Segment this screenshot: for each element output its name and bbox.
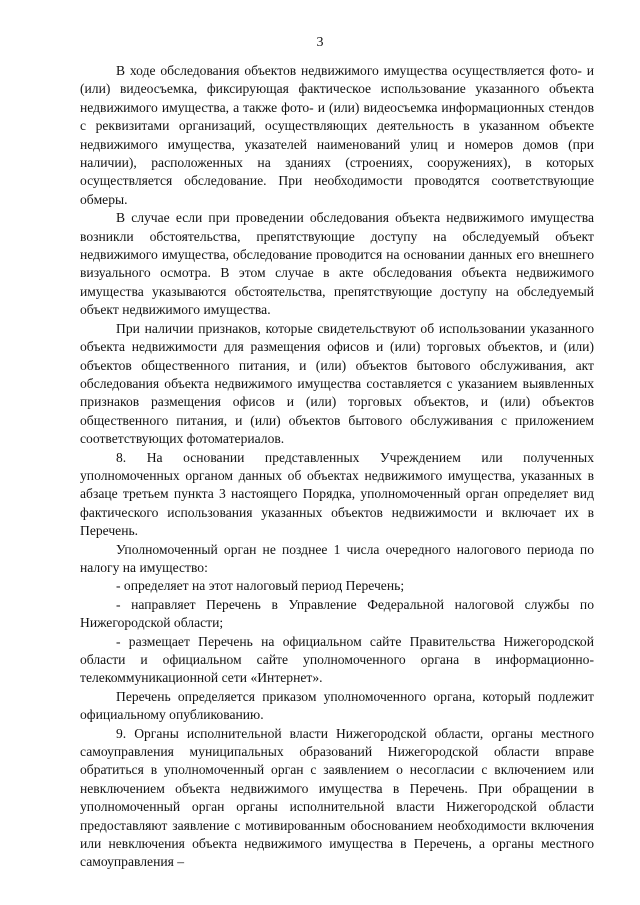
paragraph-item-9: 9. Органы исполнительной власти Нижегородской области, органы местного самоуправления муниципальных образований Нижегородской области вправе обратиться в уполномоченный орган с заявлением о несогласии с включением или невключением объекта недвижимого имущества в Перечень. При обращении в уполномоченный орган органы исполнительной власти Нижегородской области предоставляют заявление с мотивированным обоснованием необходимости включения или невключения объекта недвижимого имущества в Перечень, а органы местного самоуправления – — [80, 725, 594, 870]
list-item-determine: - определяет на этот налоговый период Перечень; — [116, 578, 405, 594]
paragraph-survey-photo: В ходе обследования объектов недвижимого имущества осуществляется фото- и (или) видеосъемка, фиксирующая фактическое использование указанного объекта недвижимого имущества, а также фото- и (или) видеосъемка информационных стендов с реквизитами организаций, осуществляющих деятельность в указанном объекте недвижимого имущества, указателей наименований улиц и номеров домов (при наличии), расположенных на зданиях (строениях, сооружениях), в которых осуществляется обследование. При необходимости проводятся соответствующие обмеры. — [80, 63, 594, 207]
paragraph-deadline: Уполномоченный орган не позднее 1 числа очередного налогового периода по налогу на имущество: — [80, 541, 594, 575]
paragraph-usage-signs: При наличии признаков, которые свидетельствуют об использовании указанного объекта недвижимости для размещения офисов и (или) торговых объектов, и (или) объектов общественного питания, и (или) объектов бытового обслуживания, акт обследования объекта недвижимого имущества составляется с указанием выявленных признаков размещения офисов и (или) торговых объектов, и (или) объектов общественного питания, и (или) объектов бытового обслуживания с приложением соответствующих фотоматериалов. — [80, 320, 594, 447]
list-item-send: - направляет Перечень в Управление Федеральной налоговой службы по Нижегородской области; — [80, 596, 594, 631]
paragraph-access-obstacles: В случае если при проведении обследования объекта недвижимого имущества возникли обстоятельства, препятствующие доступу на обследуемый объект недвижимого имущества, обследование проводится на основании данных его внешнего визуального осмотра. В этом случае в акте обследования объекта недвижимого имущества указываются обстоятельства, препятствующие доступу на обследуемый объект недвижимого имущества. — [80, 210, 594, 318]
document-body — [80, 62, 594, 872]
paragraph-order: Перечень определяется приказом уполномоченного органа, который подлежит официальному опубликованию. — [80, 688, 594, 723]
page-number: 3 — [316, 35, 324, 50]
list-item-publish: - размещает Перечень на официальном сайте Правительства Нижегородской области и официальном сайте уполномоченного органа в информационно-телекоммуникационной сети «Интернет». — [80, 633, 594, 686]
paragraph-item-8: 8. На основании представленных Учреждением или полученных уполномоченных органом данных об объектах недвижимого имущества, указанных в абзаце третьем пункта 3 настоящего Порядка, уполномоченный орган определяет вид фактического использования указанных объектов недвижимости и включает их в Перечень. — [80, 449, 594, 539]
